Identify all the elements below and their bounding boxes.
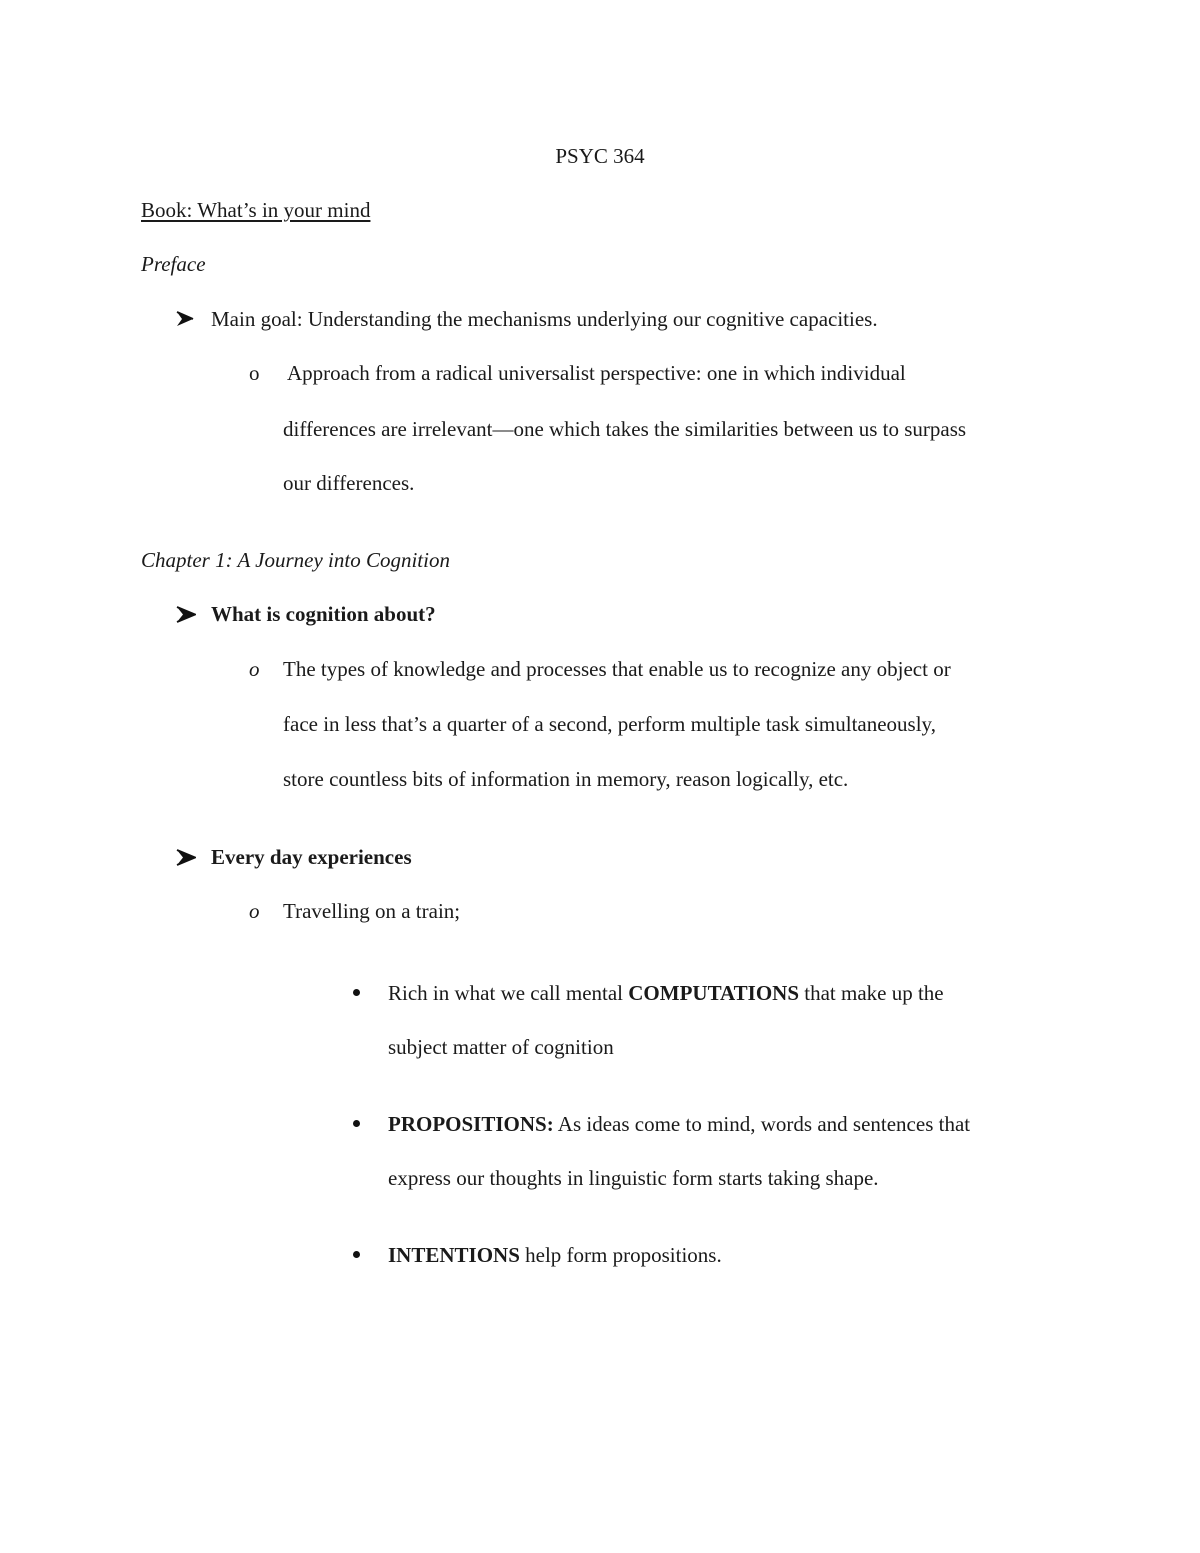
- page-title: PSYC 364: [555, 144, 645, 168]
- book-heading: Book: What’s in your mind: [141, 198, 371, 222]
- cognition-line1: The types of knowledge and processes that enable us to recognize any object or: [283, 657, 951, 681]
- preface-approach-line2: differences are irrelevant—one which takes the similarities between us to surpass: [283, 417, 967, 441]
- preface-approach-line3: our differences.: [283, 471, 415, 495]
- computations-term: COMPUTATIONS: [628, 981, 799, 1005]
- italic-o-bullet-icon: o: [249, 657, 260, 681]
- computations-post: that make up the: [799, 981, 944, 1005]
- section-cognition-heading: What is cognition about?: [211, 602, 436, 626]
- propositions-line2: express our thoughts in linguistic form starts taking shape.: [388, 1166, 879, 1190]
- bullet-dot-icon: [353, 1251, 360, 1258]
- circle-bullet-icon: o: [249, 361, 260, 385]
- arrow-bullet-icon: [176, 849, 196, 866]
- preface-main-goal: Main goal: Understanding the mechanisms underlying our cognitive capacities.: [211, 307, 878, 331]
- arrow-bullet-icon: [176, 311, 194, 327]
- bullet-dot-icon: [353, 1120, 360, 1127]
- intentions-line: [388, 1241, 722, 1269]
- propositions-term: PROPOSITIONS:: [388, 1112, 554, 1136]
- arrow-bullet-icon: [176, 606, 196, 623]
- preface-heading: Preface: [141, 252, 206, 276]
- bullet-dot-icon: [353, 989, 360, 996]
- propositions-line1: [388, 1110, 970, 1138]
- intentions-term: INTENTIONS: [388, 1243, 520, 1267]
- italic-o-bullet-icon: o: [249, 899, 260, 923]
- cognition-line2: face in less that’s a quarter of a second, perform multiple task simultaneously,: [283, 712, 936, 736]
- intentions-post: help form propositions.: [519, 1243, 722, 1267]
- section-everyday-heading: Every day experiences: [211, 845, 412, 869]
- propositions-post: As ideas come to mind, words and sentences that: [553, 1112, 971, 1136]
- computations-line2: subject matter of cognition: [388, 1035, 614, 1059]
- preface-approach-line1: Approach from a radical universalist perspective: one in which individual: [287, 361, 906, 385]
- computations-line1: [388, 979, 944, 1007]
- cognition-line3: store countless bits of information in memory, reason logically, etc.: [283, 767, 849, 791]
- everyday-train: Travelling on a train;: [283, 899, 461, 923]
- chapter1-heading: Chapter 1: A Journey into Cognition: [141, 548, 450, 572]
- computations-pre: Rich in what we call mental: [388, 981, 629, 1005]
